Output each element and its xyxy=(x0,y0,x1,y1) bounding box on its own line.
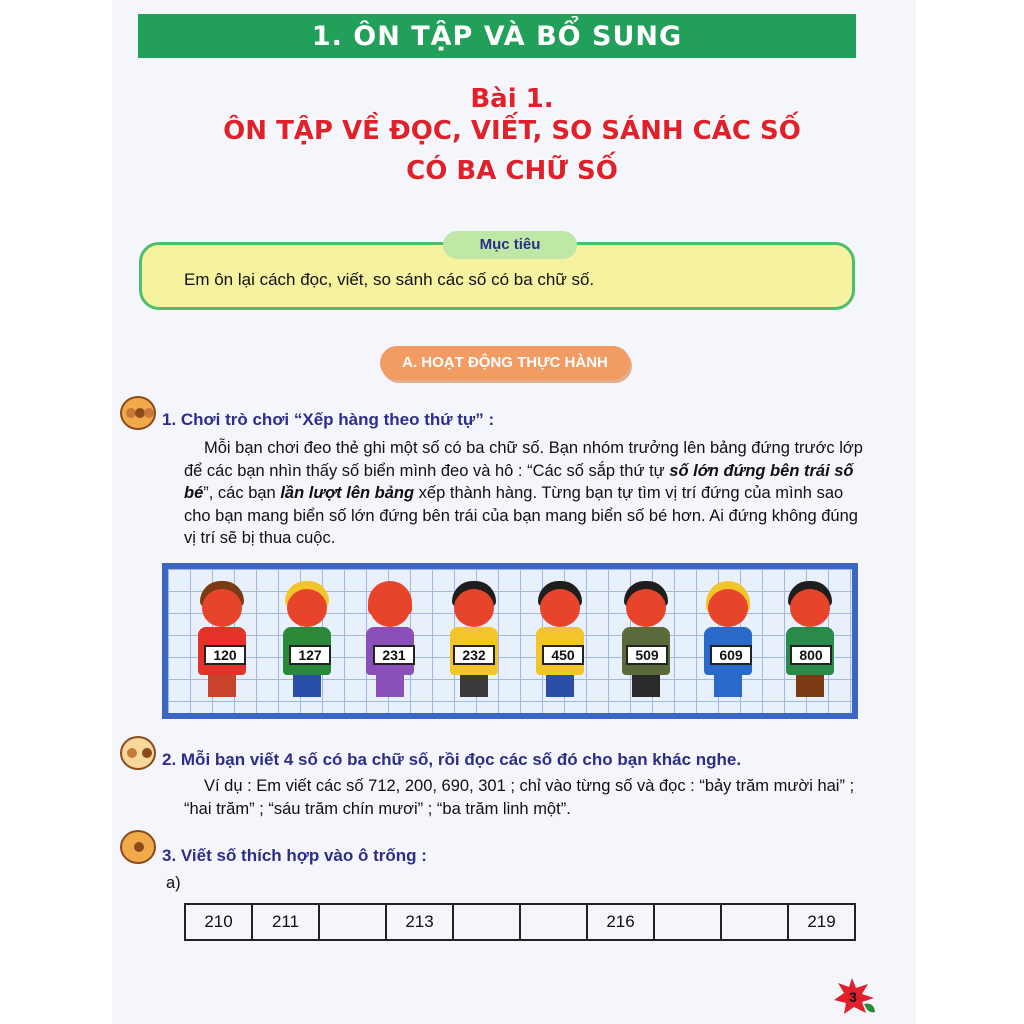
lesson-title-line1: ÔN TẬP VỀ ĐỌC, VIẾT, SO SÁNH CÁC SỐ xyxy=(223,116,801,146)
children-desk-icon xyxy=(120,736,156,770)
child-figure xyxy=(277,581,337,701)
page-number-badge xyxy=(830,976,876,1016)
sequence-cell-blank[interactable] xyxy=(654,904,721,940)
number-tag: 231 xyxy=(373,645,415,665)
exercise3-title: 3. Viết số thích hợp vào ô trống : xyxy=(162,846,427,865)
sequence-cell-blank[interactable] xyxy=(520,904,587,940)
child-figure xyxy=(444,581,504,701)
child-face-icon xyxy=(120,830,156,864)
child-figure xyxy=(698,581,758,701)
number-tag: 509 xyxy=(626,645,668,665)
child-figure xyxy=(192,581,252,701)
sequence-cell: 216 xyxy=(587,904,654,940)
exercise3-part-label: a) xyxy=(166,874,181,892)
exercise2-title: 2. Mỗi bạn viết 4 số có ba chữ số, rồi đọc các số đó cho bạn khác nghe. xyxy=(162,750,742,769)
sequence-cell: 211 xyxy=(252,904,319,940)
exercise2-example: Ví dụ : Em viết các số 712, 200, 690, 301 ; chỉ vào từng số và đọc : “bảy trăm mười hai” ; “hai trăm” ; “sáu trăm chín mươi” ; “ba trăm linh một”. xyxy=(184,777,855,818)
number-tag: 450 xyxy=(542,645,584,665)
exercise1-body: Mỗi bạn chơi đeo thẻ ghi một số có ba chữ số. Bạn nhóm trưởng lên bảng đứng trước lớp để các bạn nhìn thấy số biển mình đeo và hô : “Các số sắp thứ tự số lớn đứng bên trái số bé”, các bạn lần lượt lên bảng xếp thành hàng. Từng bạn tự tìm vị trí đứng của mình sao cho bạn mang biển số lớn đứng bên trái của bạn mang biển số bé hơn. Ai đứng không đúng vị trí sẽ bị thua cuộc. xyxy=(184,439,863,547)
emphasis-text: lần lượt lên bảng xyxy=(280,484,415,502)
child-figure xyxy=(780,581,840,701)
number-sequence-boxes xyxy=(184,903,856,941)
sequence-cell-blank[interactable] xyxy=(453,904,520,940)
number-tag: 609 xyxy=(710,645,752,665)
sequence-cell: 213 xyxy=(386,904,453,940)
number-tag: 232 xyxy=(453,645,495,665)
number-tag: 800 xyxy=(790,645,832,665)
lesson-number: Bài 1. xyxy=(470,84,554,114)
chapter-banner: 1. ÔN TẬP VÀ BỔ SUNG xyxy=(138,14,856,58)
child-figure xyxy=(360,581,420,701)
sequence-cell-blank[interactable] xyxy=(721,904,788,940)
goal-label: Mục tiêu xyxy=(443,231,577,259)
emphasis-text: số lớn đứng bên trái số bé xyxy=(184,461,854,502)
section-heading: A. HOẠT ĐỘNG THỰC HÀNH xyxy=(380,346,630,380)
lesson-title-line2: CÓ BA CHỮ SỐ xyxy=(406,156,618,186)
child-figure xyxy=(530,581,590,701)
group-kids-icon xyxy=(120,396,156,430)
goal-text: Em ôn lại cách đọc, viết, so sánh các số có ba chữ số. xyxy=(184,270,595,289)
number-tag: 127 xyxy=(289,645,331,665)
number-tag: 120 xyxy=(204,645,246,665)
sequence-cell: 219 xyxy=(788,904,855,940)
sequence-cell-blank[interactable] xyxy=(319,904,386,940)
sequence-cell: 210 xyxy=(185,904,252,940)
exercise1-title: 1. Chơi trò chơi “Xếp hàng theo thứ tự” : xyxy=(162,410,495,429)
child-figure xyxy=(616,581,676,701)
children-lineup-illustration xyxy=(162,563,858,719)
page-number: 3 xyxy=(849,989,857,1005)
